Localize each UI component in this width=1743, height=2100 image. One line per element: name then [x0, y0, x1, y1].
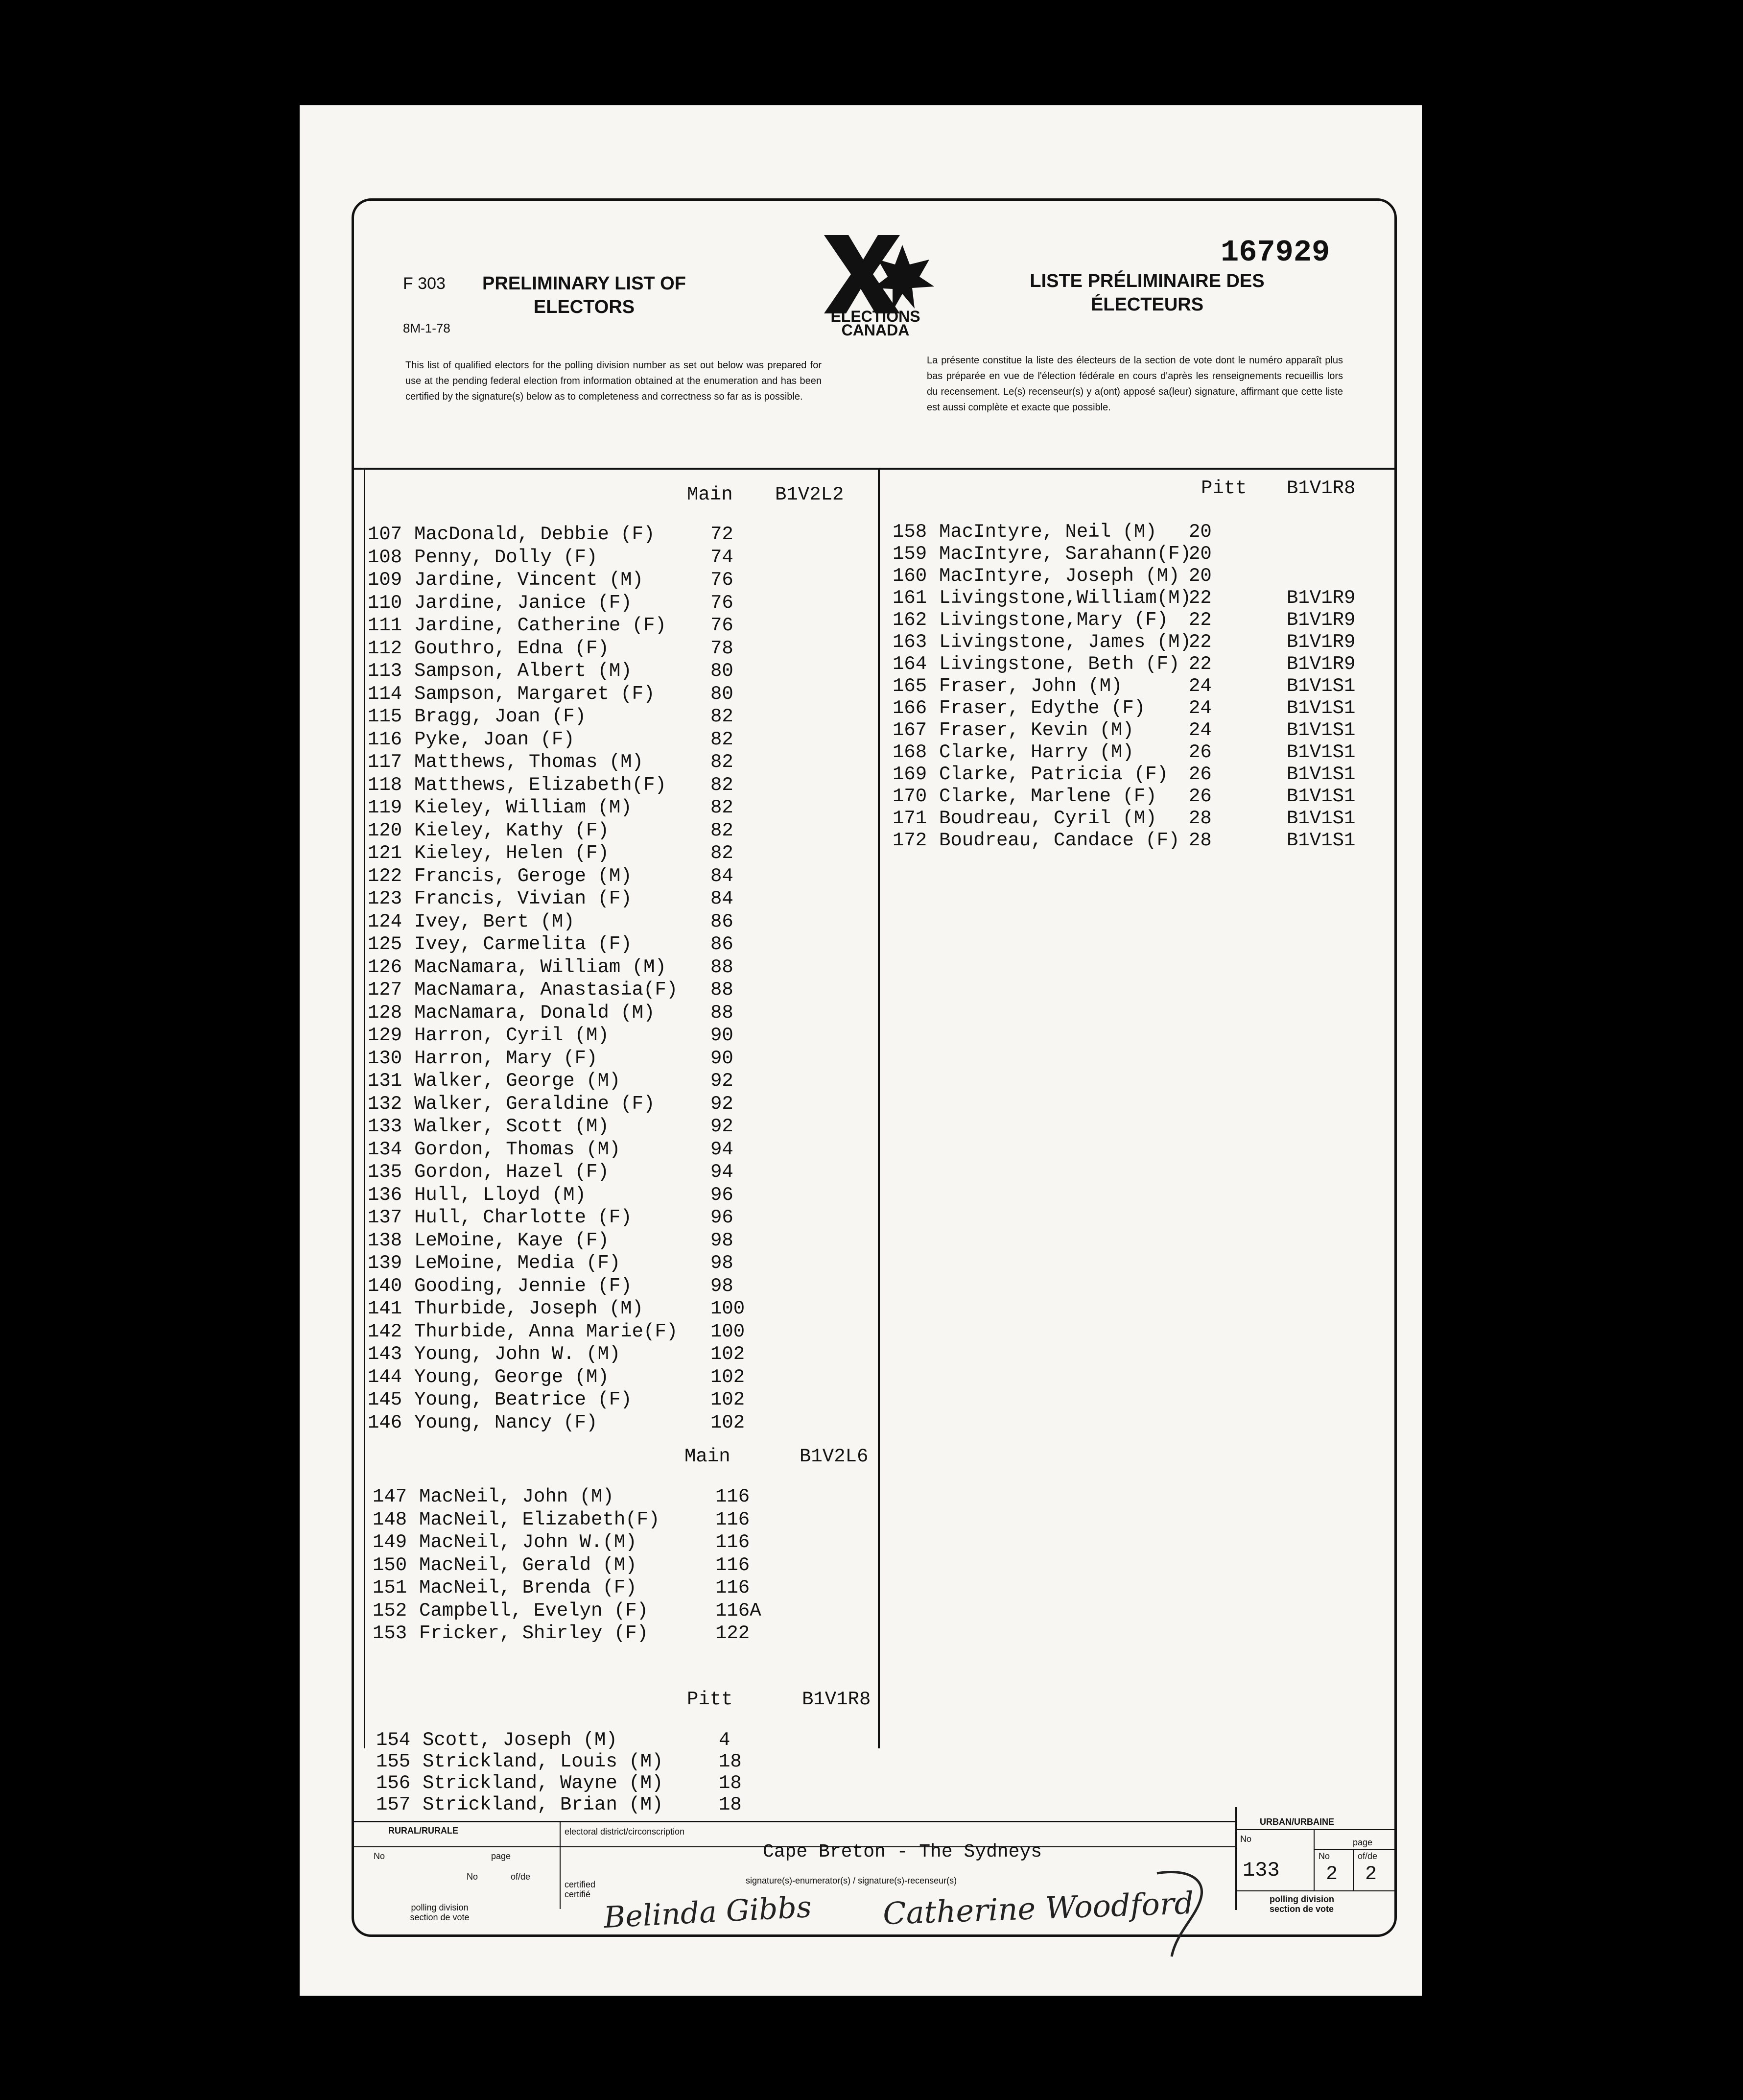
- elector-name: MacNamara, Anastasia(F): [414, 979, 678, 1001]
- street-number: 28: [1189, 808, 1212, 829]
- street-number: 74: [710, 546, 733, 568]
- elector-number: 154: [376, 1729, 411, 1751]
- street-number: 82: [710, 797, 733, 818]
- elector-number: 138: [368, 1229, 402, 1251]
- street-number: 76: [710, 592, 733, 614]
- district-value: Cape Breton - The Sydneys: [763, 1841, 1042, 1862]
- elector-name: Gouthro, Edna (F): [414, 637, 609, 659]
- elector-number: 147: [373, 1486, 407, 1507]
- elector-name: Fricker, Shirley (F): [419, 1623, 649, 1644]
- elector-number: 155: [376, 1751, 411, 1772]
- street-number: 76: [710, 615, 733, 636]
- logo-text: ELECTIONS CANADA: [830, 308, 920, 339]
- elector-name: Fraser, Kevin (M): [939, 719, 1134, 741]
- elector-name: MacIntyre, Neil (M): [939, 521, 1157, 543]
- street-number: 92: [710, 1070, 733, 1092]
- urban-label: URBAN/URBAINE: [1260, 1817, 1334, 1827]
- header-divider: [354, 468, 1394, 470]
- elector-name: Harron, Mary (F): [414, 1047, 598, 1069]
- urban-page-number: 2: [1326, 1863, 1338, 1885]
- postal-code: B1V1S1: [1287, 786, 1356, 807]
- elector-number: 141: [368, 1298, 402, 1319]
- elector-number: 111: [368, 615, 402, 636]
- elector-number: 110: [368, 592, 402, 614]
- elector-number: 117: [368, 751, 402, 773]
- elector-number: 128: [368, 1002, 402, 1024]
- elector-number: 115: [368, 706, 402, 727]
- street-number: 116: [715, 1531, 750, 1553]
- postal-code: B1V1R9: [1287, 653, 1356, 675]
- street-number: 96: [710, 1184, 733, 1206]
- street-number: 102: [710, 1389, 745, 1410]
- elector-number: 136: [368, 1184, 402, 1206]
- elector-number: 143: [368, 1343, 402, 1365]
- elector-name: Young, George (M): [414, 1366, 609, 1388]
- street-number: 26: [1189, 741, 1212, 763]
- rural-divider: [560, 1821, 561, 1909]
- urban-no-label: No: [1240, 1834, 1252, 1844]
- signature-2: Catherine Woodford: [882, 1885, 1195, 1932]
- elector-name: Young, Beatrice (F): [414, 1389, 632, 1410]
- elector-name: Francis, Vivian (F): [414, 888, 632, 909]
- street-number: 20: [1189, 565, 1212, 587]
- urban-page-divider: [1314, 1829, 1315, 1890]
- street-number: 82: [710, 842, 733, 864]
- elector-name: MacIntyre, Sarahann(F): [939, 543, 1191, 565]
- street-number: 72: [710, 524, 733, 545]
- street-number: 88: [710, 1002, 733, 1024]
- elector-number: 132: [368, 1093, 402, 1115]
- rural-polling-label: polling division section de vote: [410, 1903, 470, 1922]
- street-number: 82: [710, 774, 733, 796]
- elector-name: Sampson, Albert (M): [414, 660, 632, 682]
- street-number: 98: [710, 1275, 733, 1297]
- elector-number: 137: [368, 1207, 402, 1228]
- elector-number: 169: [893, 764, 927, 785]
- street-number: 90: [710, 1025, 733, 1046]
- urban-page-label: page: [1353, 1838, 1373, 1847]
- street-number: 102: [710, 1343, 745, 1365]
- elector-number: 134: [368, 1138, 402, 1160]
- street-number: 22: [1189, 653, 1212, 675]
- street-number: 116A: [715, 1599, 761, 1622]
- elector-number: 123: [368, 888, 402, 909]
- street-number: 22: [1189, 609, 1212, 631]
- elector-name: Sampson, Margaret (F): [414, 683, 655, 705]
- street-number: 96: [710, 1207, 733, 1228]
- elector-number: 131: [368, 1070, 402, 1092]
- elector-number: 139: [368, 1252, 402, 1274]
- elector-name: Kieley, Kathy (F): [414, 819, 609, 841]
- elector-name: Gordon, Thomas (M): [414, 1138, 621, 1160]
- postal-code: B1V1S1: [1287, 697, 1356, 719]
- postal-code: B1V1S1: [1287, 764, 1356, 785]
- elector-name: MacNeil, Brenda (F): [419, 1577, 637, 1599]
- elector-number: 142: [368, 1320, 402, 1342]
- postal-code: B1V1S1: [1287, 741, 1356, 763]
- street-number: 26: [1189, 764, 1212, 785]
- street-number: 98: [710, 1252, 733, 1274]
- elector-name: Fraser, Edythe (F): [939, 697, 1146, 719]
- elector-name: Clarke, Patricia (F): [939, 764, 1169, 785]
- elector-number: 157: [376, 1794, 411, 1815]
- elector-number: 118: [368, 774, 402, 796]
- elector-name: Strickland, Louis (M): [423, 1751, 663, 1772]
- elector-number: 121: [368, 842, 402, 864]
- street-number: 24: [1189, 675, 1212, 697]
- street-number: 24: [1189, 719, 1212, 741]
- street-number: 102: [710, 1366, 745, 1388]
- elector-name: MacNeil, John W.(M): [419, 1531, 637, 1553]
- elector-name: Livingstone,William(M): [939, 587, 1191, 609]
- street-number: 28: [1189, 830, 1212, 851]
- street-number: 4: [719, 1729, 730, 1751]
- elector-number: 125: [368, 933, 402, 955]
- elector-name: Bragg, Joan (F): [414, 706, 587, 727]
- urban-bottom-rule: [1235, 1890, 1394, 1891]
- elector-number: 112: [368, 637, 402, 659]
- elector-name: Hull, Lloyd (M): [414, 1184, 587, 1206]
- elector-number: 122: [368, 865, 402, 887]
- elector-name: Strickland, Brian (M): [423, 1794, 663, 1815]
- urban-page-of: 2: [1365, 1863, 1377, 1885]
- elector-number: 129: [368, 1025, 402, 1046]
- street-number: 102: [710, 1411, 745, 1433]
- elector-name: Hull, Charlotte (F): [414, 1207, 632, 1228]
- postal-code: B1V1S1: [1287, 719, 1356, 741]
- street-number: 100: [710, 1320, 745, 1342]
- street-number: 80: [710, 683, 733, 705]
- elector-number: 152: [373, 1599, 407, 1622]
- rural-of-label: of/de: [511, 1872, 531, 1882]
- serial-number: 167929: [1221, 235, 1330, 270]
- street-number: 82: [710, 728, 733, 750]
- street-number: 80: [710, 660, 733, 682]
- elector-name: Jardine, Vincent (M): [414, 569, 644, 591]
- elector-number: 133: [368, 1116, 402, 1137]
- elector-name: Jardine, Janice (F): [414, 592, 632, 614]
- elector-name: Walker, Scott (M): [414, 1116, 609, 1137]
- elector-number: 161: [893, 587, 927, 609]
- elector-name: Gooding, Jennie (F): [414, 1275, 632, 1297]
- signature-label: signature(s)-enumerator(s) / signature(s)-recenseur(s): [746, 1876, 957, 1885]
- elector-number: 159: [893, 543, 927, 565]
- section-street: Main: [684, 1446, 730, 1467]
- elector-number: 156: [376, 1772, 411, 1794]
- street-number: 86: [710, 933, 733, 955]
- rural-page-label: page: [491, 1851, 511, 1861]
- elector-number: 158: [893, 521, 927, 543]
- elector-name: MacNamara, Donald (M): [414, 1002, 655, 1024]
- street-number: 92: [710, 1093, 733, 1115]
- elector-name: Fraser, John (M): [939, 675, 1123, 697]
- certified-label: certified certifié: [565, 1880, 596, 1899]
- elector-number: 153: [373, 1623, 407, 1644]
- elector-number: 109: [368, 569, 402, 591]
- elector-number: 140: [368, 1275, 402, 1297]
- title-english: PRELIMINARY LIST OF ELECTORS: [482, 273, 686, 317]
- elector-number: 163: [893, 631, 927, 653]
- elector-name: Ivey, Bert (M): [414, 910, 575, 932]
- elector-name: Clarke, Harry (M): [939, 741, 1134, 763]
- elector-name: Young, John W. (M): [414, 1343, 621, 1365]
- section-street: Pitt: [687, 1689, 733, 1710]
- elector-name: MacDonald, Debbie (F): [414, 524, 655, 545]
- footer-divider: [354, 1821, 1235, 1822]
- street-number: 116: [715, 1486, 750, 1507]
- elector-name: Matthews, Thomas (M): [414, 751, 644, 773]
- elector-name: Francis, Geroge (M): [414, 865, 632, 887]
- elector-number: 146: [368, 1411, 402, 1433]
- postal-code: B1V1R9: [1287, 631, 1356, 653]
- street-number: 116: [715, 1554, 750, 1576]
- rural-page-no-label: No: [467, 1872, 478, 1882]
- elector-number: 172: [893, 830, 927, 851]
- elector-name: Penny, Dolly (F): [414, 546, 598, 568]
- street-number: 26: [1189, 786, 1212, 807]
- rural-no-label: No: [374, 1851, 385, 1861]
- elector-number: 150: [373, 1554, 407, 1576]
- street-number: 22: [1189, 587, 1212, 609]
- elector-name: Boudreau, Cyril (M): [939, 808, 1157, 829]
- elector-name: Clarke, Marlene (F): [939, 786, 1157, 807]
- section-postal-code: B1V2L6: [800, 1446, 869, 1467]
- elector-name: Gordon, Hazel (F): [414, 1161, 609, 1183]
- elector-number: 119: [368, 797, 402, 818]
- urban-top-rule: [1235, 1829, 1394, 1830]
- district-label: electoral district/circonscription: [565, 1827, 685, 1837]
- elector-number: 164: [893, 653, 927, 675]
- signature-1: Belinda Gibbs: [603, 1889, 813, 1935]
- elector-name: LeMoine, Kaye (F): [414, 1229, 609, 1251]
- elector-name: Jardine, Catherine (F): [414, 615, 666, 636]
- street-number: 18: [719, 1772, 742, 1794]
- elector-number: 113: [368, 660, 402, 682]
- street-number: 20: [1189, 521, 1212, 543]
- elector-number: 120: [368, 819, 402, 841]
- elector-number: 168: [893, 741, 927, 763]
- urban-of-divider: [1353, 1849, 1354, 1890]
- elector-name: Strickland, Wayne (M): [423, 1772, 663, 1794]
- elector-name: Scott, Joseph (M): [423, 1729, 617, 1751]
- street-number: 18: [719, 1751, 742, 1772]
- street-number: 82: [710, 819, 733, 841]
- street-number: 88: [710, 979, 733, 1001]
- elector-name: MacNeil, John (M): [419, 1486, 614, 1507]
- urban-divider: [1235, 1807, 1237, 1910]
- street-number: 18: [719, 1794, 742, 1815]
- elector-number: 145: [368, 1389, 402, 1410]
- intro-english: This list of qualified electors for the polling division number as set out below was prepared for use at the pending federal election from information obtained at the enumeration and has been certified by the signature(s) below as to completeness and correctness so far as is possible.: [405, 360, 822, 402]
- elector-name: Kieley, Helen (F): [414, 842, 609, 864]
- elector-name: Livingstone, Beth (F): [939, 653, 1180, 675]
- elector-name: Harron, Cyril (M): [414, 1025, 609, 1046]
- elector-name: Walker, Geraldine (F): [414, 1093, 655, 1115]
- urban-page-rule: [1314, 1849, 1394, 1850]
- left-border: [364, 468, 365, 1748]
- street-number: 76: [710, 569, 733, 591]
- street-number: 84: [710, 888, 733, 909]
- street-number: 78: [710, 637, 733, 659]
- urban-of-label: of/de: [1358, 1851, 1378, 1861]
- street-number: 94: [710, 1161, 733, 1183]
- street-number: 92: [710, 1116, 733, 1137]
- elector-name: Thurbide, Joseph (M): [414, 1298, 644, 1319]
- elector-number: 165: [893, 675, 927, 697]
- section-postal-code: B1V1R8: [1287, 477, 1356, 499]
- elector-number: 160: [893, 565, 927, 587]
- elector-number: 170: [893, 786, 927, 807]
- street-number: 100: [710, 1298, 745, 1319]
- street-number: 90: [710, 1047, 733, 1069]
- postal-code: B1V1R9: [1287, 587, 1356, 609]
- elector-name: Young, Nancy (F): [414, 1411, 598, 1433]
- elector-number: 107: [368, 524, 402, 545]
- form-number: F 303: [403, 274, 446, 293]
- urban-polling-label: polling division section de vote: [1270, 1894, 1334, 1914]
- elector-name: Ivey, Carmelita (F): [414, 933, 632, 955]
- intro-french: La présente constitue la liste des électeurs de la section de vote dont le numéro apparaît plus bas préparée en vue de l'élection fédérale en cours d'après les renseignements recueillis lors du recensement. Le(s) recenseur(s) y a(ont) apposé sa(leur) signature, affirmant que cette liste est aussi complète et exacte que possible.: [927, 355, 1343, 413]
- street-number: 88: [710, 956, 733, 978]
- elector-number: 124: [368, 910, 402, 932]
- street-number: 84: [710, 865, 733, 887]
- street-number: 86: [710, 910, 733, 932]
- elector-number: 151: [373, 1577, 407, 1599]
- postal-code: B1V1S1: [1287, 675, 1356, 697]
- street-number: 82: [710, 751, 733, 773]
- elections-canada-logo: [814, 230, 937, 339]
- street-number: 116: [715, 1508, 750, 1530]
- title-french: LISTE PRÉLIMINAIRE DES ÉLECTEURS: [1030, 271, 1265, 315]
- elector-name: Livingstone,Mary (F): [939, 609, 1169, 631]
- elector-number: 167: [893, 719, 927, 741]
- section-postal-code: B1V2L2: [775, 484, 844, 505]
- street-number: 94: [710, 1138, 733, 1160]
- postal-code: B1V1S1: [1287, 830, 1356, 851]
- postal-code: B1V1S1: [1287, 808, 1356, 829]
- elector-number: 126: [368, 956, 402, 978]
- elector-number: 171: [893, 808, 927, 829]
- street-number: 24: [1189, 697, 1212, 719]
- elector-name: Thurbide, Anna Marie(F): [414, 1320, 678, 1342]
- street-number: 22: [1189, 631, 1212, 653]
- elector-name: Kieley, William (M): [414, 797, 632, 818]
- signature-flourish: [1147, 1863, 1225, 1961]
- postal-code: B1V1R9: [1287, 609, 1356, 631]
- elector-name: MacNeil, Elizabeth(F): [419, 1508, 660, 1530]
- elector-name: Walker, George (M): [414, 1070, 621, 1092]
- elector-name: MacIntyre, Joseph (M): [939, 565, 1180, 587]
- elector-name: Campbell, Evelyn (F): [419, 1599, 649, 1622]
- street-number: 82: [710, 706, 733, 727]
- elector-number: 135: [368, 1161, 402, 1183]
- elector-number: 130: [368, 1047, 402, 1069]
- elector-number: 116: [368, 728, 402, 750]
- form-date: 8M-1-78: [403, 321, 450, 335]
- section-street: Pitt: [1201, 477, 1247, 499]
- elector-name: Livingstone, James (M): [939, 631, 1191, 653]
- form-frame: [352, 198, 1397, 1937]
- street-number: 116: [715, 1577, 750, 1599]
- urban-page-no-label: No: [1319, 1851, 1330, 1861]
- elector-name: Boudreau, Candace (F): [939, 830, 1180, 851]
- elector-number: 162: [893, 609, 927, 631]
- elector-name: Matthews, Elizabeth(F): [414, 774, 666, 796]
- elector-name: Pyke, Joan (F): [414, 728, 575, 750]
- elector-number: 127: [368, 979, 402, 1001]
- elector-number: 108: [368, 546, 402, 568]
- elector-number: 114: [368, 683, 402, 705]
- elector-number: 166: [893, 697, 927, 719]
- elector-number: 148: [373, 1508, 407, 1530]
- urban-polling-number: 133: [1243, 1859, 1280, 1882]
- section-street: Main: [687, 484, 733, 505]
- street-number: 98: [710, 1229, 733, 1251]
- street-number: 20: [1189, 543, 1212, 565]
- street-number: 122: [715, 1623, 750, 1644]
- elector-name: LeMoine, Media (F): [414, 1252, 621, 1274]
- elector-name: MacNamara, William (M): [414, 956, 666, 978]
- section-postal-code: B1V1R8: [802, 1689, 871, 1710]
- rural-label: RURAL/RURALE: [388, 1826, 458, 1836]
- elector-number: 149: [373, 1531, 407, 1553]
- elector-name: MacNeil, Gerald (M): [419, 1554, 637, 1576]
- column-divider: [878, 468, 880, 1748]
- elector-number: 144: [368, 1366, 402, 1388]
